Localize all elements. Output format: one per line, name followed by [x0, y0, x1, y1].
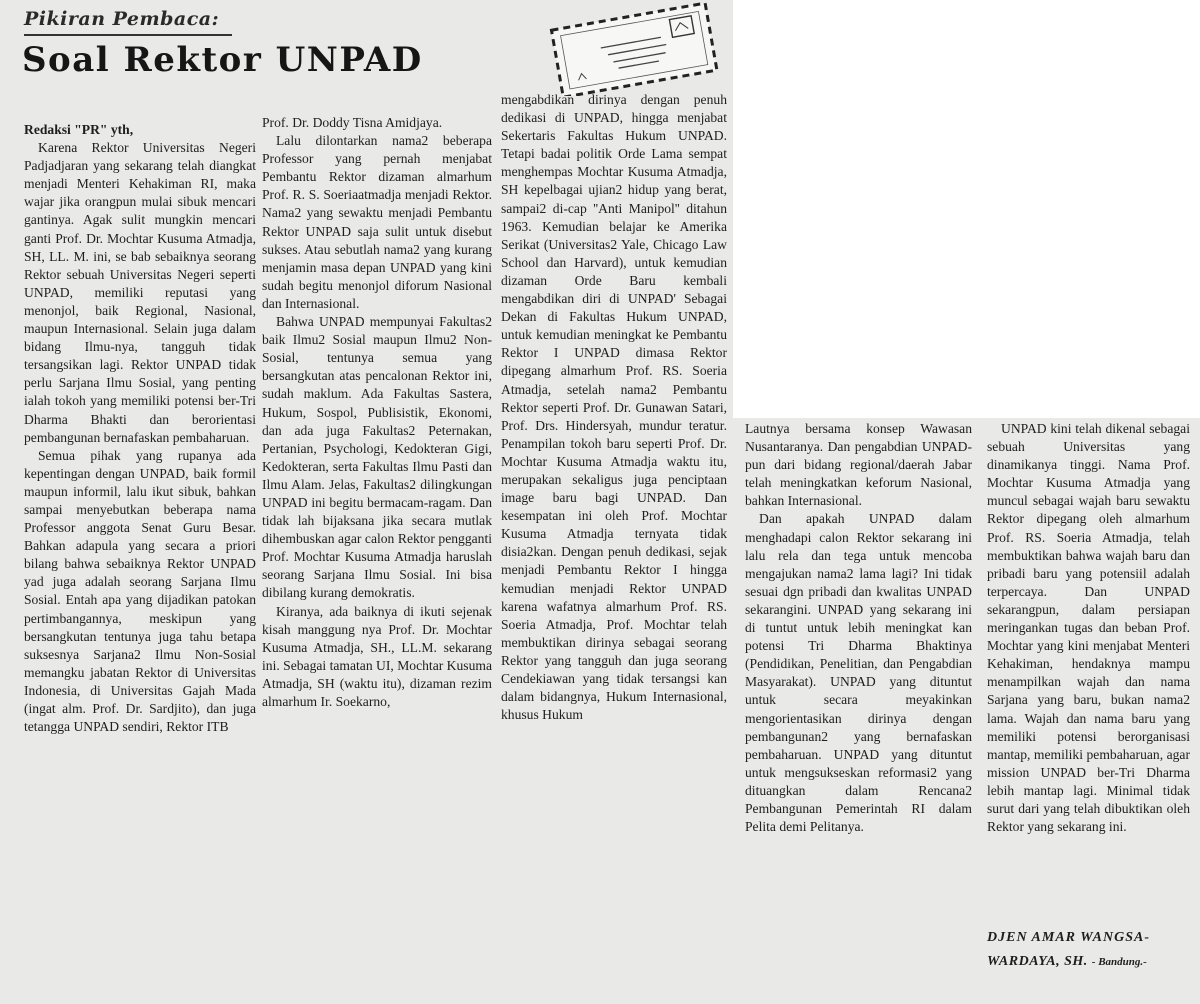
author-name-line-1: DJEN AMAR WANGSA- — [987, 930, 1151, 945]
article-column-4 — [745, 420, 972, 975]
author-signature-line-2 — [987, 954, 1147, 970]
article-column-5 — [987, 420, 1190, 920]
paragraph: Karena Rektor Universitas Negeri Padjadjaran yang sekarang telah diangkat menjadi Menteri Kehakiman RI, maka wajar jika orangpun mulai sibuk mencari gantinya. Agak sulit mungkin mencari ganti Prof. Dr. Mochtar Kusuma Atmadja, SH, LL. M. ini, se bab sebaiknya seorang Rektor sebuah Universitas Negeri seperti UNPAD, memiliki reputasi yang menonjol, baik Regional, Nasional, maupun Internasional. Selain juga dalam bidang Ilmu-nya, tangguh tidak tersangsikan lagi. Rektor UNPAD tidak perlu Sarjana Ilmu Sosial, yang penting ialah tokoh yang memiliki potensi ber-Tri Dharma Bhakti dan berorientasi pembangunan bernafaskan pembaharuan. — [24, 140, 256, 445]
kicker-underline — [24, 34, 232, 36]
paragraph: Bahwa UNPAD mempunyai Fakultas2 baik Ilmu2 Sosial maupun Ilmu2 Non-Sosial, tentunya semua yang bersangkutan atas pencalonan Rektor ini, sudah maklum. Ada Fakultas Sastera, Hukum, Sospol, Publisistik, Ekonomi, dan ada juga Fakultas2 Peternakan, Pertanian, Psychologi, Kedokteran Gigi, Kedokteran, serta Fakultas Ilmu Pasti dan Ilmu Alam. Jelas, Fakultas2 dilingkungan UNPAD ini begitu bermacam-ragam. Dan tidak lah bijaksana jika secara mutlak dihembuskan agar calon Rektor pengganti Prof. Mochtar Kusuma Atmadja haruslah seorang Sarjana Ilmu Sosial. Ini bisa dibilang kurang demokratis. — [262, 314, 492, 601]
paragraph: mengabdikan dirinya dengan penuh dedikasi di UNPAD, hingga menjabat Sekertaris Fakultas Hukum UNPAD. Tetapi badai politik Orde Lama sempat menghempas Mochtar Kusuma Atmadja, SH kepelbagai ujian2 hidup yang berat, sampai2 di-cap ''Anti Manipol'' ditahun 1963. Kemudian belajar ke Amerika Serikat (Universitas2 Yale, Chicago Law School dan Harvard), untuk kemudian dizaman Orde Baru kembali mengabdikan diri di UNPAD' Sebagai Dekan di Fakultas Hukum UNPAD, untuk kemudian meningkat ke Pembantu Rektor I UNPAD dimasa Rektor dipegang almarhum Prof. RS. Soeria Atmadja, setelah nama2 Pembantu Rektor seperti Prof. Dr. Gunawan Satari, Prof. Drs. Hindersyah, mundur teratur. Penampilan tokoh baru seperti Prof. Dr. Mochtar Kusuma Atmadja waktu itu, merupakan sekaligus juga penciptaan image baru bagi UNPAD. Dan kesempatan ini oleh Prof. Mochtar Kusuma Atmadja ternyata tidak disia2kan. Dengan penuh dedikasi, sejak menjadi Pembantu Rektor I hingga kemudian menjadi Rektor UNPAD karena wafatnya almarhum Prof. RS. Soeria Atmadja, Prof. Mochtar telah membuktikan dirinya sebagai seorang Rektor yang tangguh dan juga seorang Cendekiawan yang tidak tersangsi kan dalam bidangnya, Hukum Internasional, khusus Hukum — [501, 92, 727, 723]
article-column-2 — [262, 114, 492, 986]
paragraph: Prof. Dr. Doddy Tisna Amidjaya. — [262, 115, 443, 130]
paragraph: Semua pihak yang rupanya ada kepentingan dengan UNPAD, baik formil maupun informil, lalu ikut sibuk, bahkan sampai menyebutkan beberapa nama Professor anggota Senat Guru Besar. Bahkan adapula yang secara a priori bilang bahwa sebaiknya Rektor UNPAD yad juga adalah seorang Sarjana Ilmu Sosial. Entah apa yang dijadikan patokan pertimbangannya, meskipun yang bersangkutan tentunya juga tahu betapa suksesnya Sarjana2 Ilmu Non-Sosial memangku jabatan Rektor di Universitas Indonesia, di Universitas Gajah Mada (ingat alm. Prof. Dr. Sardjito), dan juga tetangga UNPAD sendiri, Rektor ITB — [24, 447, 256, 735]
article-headline: Soal Rektor UNPAD — [22, 40, 423, 80]
author-name-line-2: WARDAYA, SH. — [987, 954, 1088, 969]
paragraph: Lalu dilontarkan nama2 beberapa Professor yang pernah menjabat Pembantu Rektor dizaman almarhum Prof. R. S. Soeriaatmadja menjadi Rektor. Nama2 yang sewaktu menjadi Pembantu Rektor UNPAD saja sulit untuk disebut sukses. Atau sebutlah nama2 yang kurang menjamin masa depan UNPAD yang kini sudah begitu menonjol diforum Nasional dan Internasional. — [262, 133, 492, 311]
paragraph: Kiranya, ada baiknya di ikuti sejenak kisah manggung nya Prof. Dr. Mochtar Kusuma Atmadja, SH., LL.M. sekarang ini. Sebagai tamatan UI, Mochtar Kusuma Atmadja, SH (waktu itu), dizaman rezim almarhum Ir. Soekarno, — [262, 603, 492, 709]
paragraph: Lautnya bersama konsep Wawasan Nusantaranya. Dan pengabdian UNPAD-pun dari bidang regional/daerah Jabar telah meningkatkan keforum Nasional, bahkan Internasional. — [745, 421, 972, 509]
article-column-1 — [24, 121, 256, 989]
article-column-3 — [501, 91, 727, 981]
author-place: - Bandung.- — [1091, 956, 1147, 968]
section-kicker: Pikiran Pembaca: — [24, 8, 220, 30]
salutation: Redaksi "PR" yth, — [24, 122, 134, 137]
paragraph: Dan apakah UNPAD dalam menghadapi calon Rektor sekarang ini lalu rela dan tega untuk mencoba mengajukan nama2 lama lagi? Ini tidak sesuai dgn pribadi dan kwalitas UNPAD sekarangini. UNPAD yang sekarang ini di tuntut untuk lebih meningkat kan potensi Tri Dharma Bhaktinya (Pendidikan, Penelitian, dan Pengabdian Masyarakat). UNPAD yang dituntut untuk secara meyakinkan mengorientasikan dirinya dengan pembangunan2 yang bernafaskan pembaharuan. UNPAD yang dituntut untuk mengsukseskan reformasi2 yang dituangkan dalam Rencana2 Pembangunan Pemerintah RI dalam Pelita demi Pelitanya. — [745, 511, 972, 835]
paragraph: UNPAD kini telah dikenal sebagai sebuah Universitas yang dinamikanya tinggi. Nama Prof. Mochtar Kusuma Atmadja yang muncul sebagai wajah baru sewaktu Rektor dipegang oleh almarhum Prof. RS. Soeria Atmadja, telah membuktikan bahwa wajah baru dan pribadi baru yang potensiil adalah terpercaya. Dan UNPAD sekarangpun, dalam persiapan meringankan tugas dan beban Prof. Mochtar yang kini menjabat Menteri Kehakiman, hendaknya mampu menampilkan wajah dan nama Sarjana yang baru, bukan nama2 lama. Wajah dan nama baru yang memiliki potensi berorganisasi mantap, memiliki pembaharuan, agar mission UNPAD ber-Tri Dharma lebih mantap lagi. Minimal tidak surut dari yang telah dibuktikan oleh Rektor yang sekarang ini. — [987, 421, 1190, 835]
blank-area — [733, 0, 1200, 418]
author-signature — [987, 930, 1150, 946]
envelope-icon — [546, 2, 724, 96]
